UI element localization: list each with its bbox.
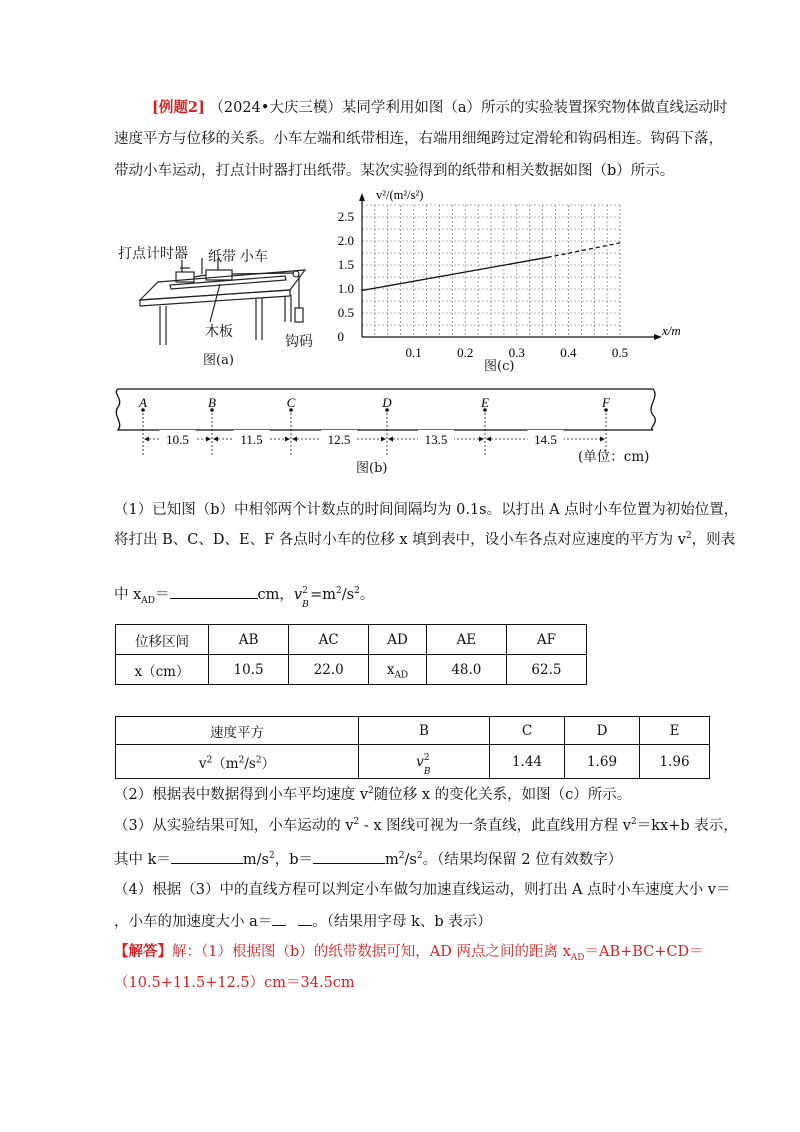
label-tape: 纸带 — [208, 249, 236, 265]
y-tick-label: 2.0 — [337, 233, 354, 248]
label-board: 木板 — [205, 324, 233, 340]
q4-line-1: （4）根据（3）中的直线方程可以判定小车做匀加速直线运动，则打出 A 点时小车速度大小 v＝ — [114, 882, 731, 898]
table-row: $v^2(m^2/s^2)$ v 2 B 1.44 1.69 1.96 — [116, 745, 710, 779]
q3-line-2: 其中 $k= m/s^2$，$b= m^2/s^2$。（结果均保留 2 位有效数字） — [114, 849, 622, 869]
xad-blank[interactable] — [170, 584, 258, 599]
q1-line-1: （1）已知图（b）中相邻两个计数点的时间间隔均为 0.1s。以打出 A 点时小车位置为初始位置， — [114, 502, 739, 518]
b-blank[interactable] — [313, 849, 385, 864]
label-cart: 小车 — [240, 249, 268, 265]
caption-a: 图(a) — [203, 353, 234, 368]
intro-line-2: 速度平方与位移的关系。小车左端和纸带相连，右端用细绳跨过定滑轮和钩码相连。钩码下落， — [114, 131, 723, 147]
table-row: 速度平方 B C D E — [116, 717, 710, 745]
label-timer: 打点计时器 — [118, 246, 188, 262]
tape-gap-arrow — [213, 437, 218, 442]
x-axis-arrow — [654, 334, 662, 340]
tape-gap-arrow — [144, 437, 149, 442]
tape-gap-label: 13.5 — [424, 432, 448, 447]
chart-labels — [338, 188, 681, 360]
caption-b: 图(b) — [356, 461, 388, 476]
chart-axes — [359, 193, 662, 340]
tape-gap-arrow — [206, 437, 211, 442]
table-displacement — [115, 624, 587, 685]
q1-line-3: 中 $x_{AD}=$ cm，v 2 B $=m^2/s^2$。 — [114, 586, 375, 610]
figure-c-chart — [330, 185, 700, 380]
intro-line-1: [例题2] （2024•大庆三模）某同学利用如图（a）所示的实验装置探究物体做直线运动时 — [152, 99, 728, 116]
tape-gap-arrow — [486, 437, 491, 442]
tape-gap-arrow — [600, 437, 605, 442]
table-velocity-squared — [115, 716, 710, 779]
tape-gap-arrow — [479, 437, 484, 442]
example-tag: [例题2] — [152, 99, 205, 116]
tape-gap-label: 14.5 — [534, 432, 557, 447]
answer-line-2: （10.5+11.5+12.5）cm＝34.5cm — [114, 975, 355, 991]
y-tick-label: 1.0 — [337, 281, 354, 296]
tape-point-label: F — [602, 395, 610, 410]
y-axis-label: v²/(m²/s²) — [376, 188, 424, 202]
tape-point-label: D — [382, 395, 392, 410]
x-axis-label: x/m — [662, 323, 681, 338]
tape-point-label: C — [286, 395, 296, 410]
x-tick-label: 0.3 — [508, 345, 525, 360]
y-tick-label: 1.5 — [337, 257, 354, 272]
cart-shape — [206, 270, 232, 280]
tape-gap-arrow — [292, 437, 297, 442]
series-line-dashed — [548, 243, 620, 257]
x-tick-label: 0.1 — [405, 345, 422, 360]
series-line-solid — [362, 257, 548, 290]
tape-gap-arrow — [388, 437, 393, 442]
tape-gap-label: 12.5 — [327, 432, 351, 447]
x-tick-label: 0.5 — [611, 345, 629, 360]
q4-line-2: ，小车的加速度大小 a＝ 。（结果用字母 k、b 表示） — [114, 911, 492, 931]
q2-line: （2）根据表中数据得到小车平均速度 $v^2$随位移 x 的变化关系，如图（c）所示。 — [114, 786, 632, 803]
tape-gap-label: 10.5 — [166, 432, 189, 447]
tape-gap-arrow — [381, 437, 386, 442]
tape-point-label: A — [139, 395, 147, 410]
tape-gap-label: 11.5 — [240, 432, 263, 447]
table-row: x（cm） 10.5 22.0 $x_{AD}$ 48.0 62.5 — [116, 655, 587, 685]
origin-label: 0 — [337, 329, 344, 344]
y-tick-label: 0.5 — [337, 305, 354, 320]
chart-grid — [362, 205, 620, 337]
a-blank-2[interactable] — [298, 911, 312, 926]
q3-line-1: （3）从实验结果可知，小车运动的 $v^2$ - x 图线可视为一条直线，此直线用方程 $v^2=kx+b$ 表示， — [114, 817, 738, 834]
x-tick-label: 0.2 — [457, 345, 474, 360]
tape-gap-arrow — [285, 437, 290, 442]
answer-line-1: 【解答】解：（1）根据图（b）的纸带数据可知，AD 两点之间的距离 $x_{AD}=AB+BC+CD=$ — [114, 943, 704, 963]
weight-shape — [295, 308, 303, 322]
x-tick-label: 0.4 — [560, 345, 577, 360]
k-blank[interactable] — [171, 849, 243, 864]
tape-point-label: B — [208, 395, 216, 410]
a-blank-1[interactable] — [272, 911, 286, 926]
label-weight: 钩码 — [285, 334, 313, 350]
table-row: 位移区间 AB AC AD AE AF — [116, 625, 587, 655]
tape-point-label: E — [481, 395, 489, 410]
q1-line-2: 将打出 B、C、D、E、F 各点时小车的位移 x 填到表中，设小车各点对应速度的平方为 $v^2$，则表 — [114, 531, 736, 548]
intro-line-3: 带动小车运动，打点计时器打出纸带。某次实验得到的纸带和相关数据如图（b）所示。 — [114, 163, 675, 179]
tape-unit: (单位：cm) — [578, 449, 650, 465]
y-axis-arrow — [359, 193, 365, 201]
caption-c: 图(c) — [484, 359, 515, 374]
y-tick-label: 2.5 — [337, 209, 354, 224]
